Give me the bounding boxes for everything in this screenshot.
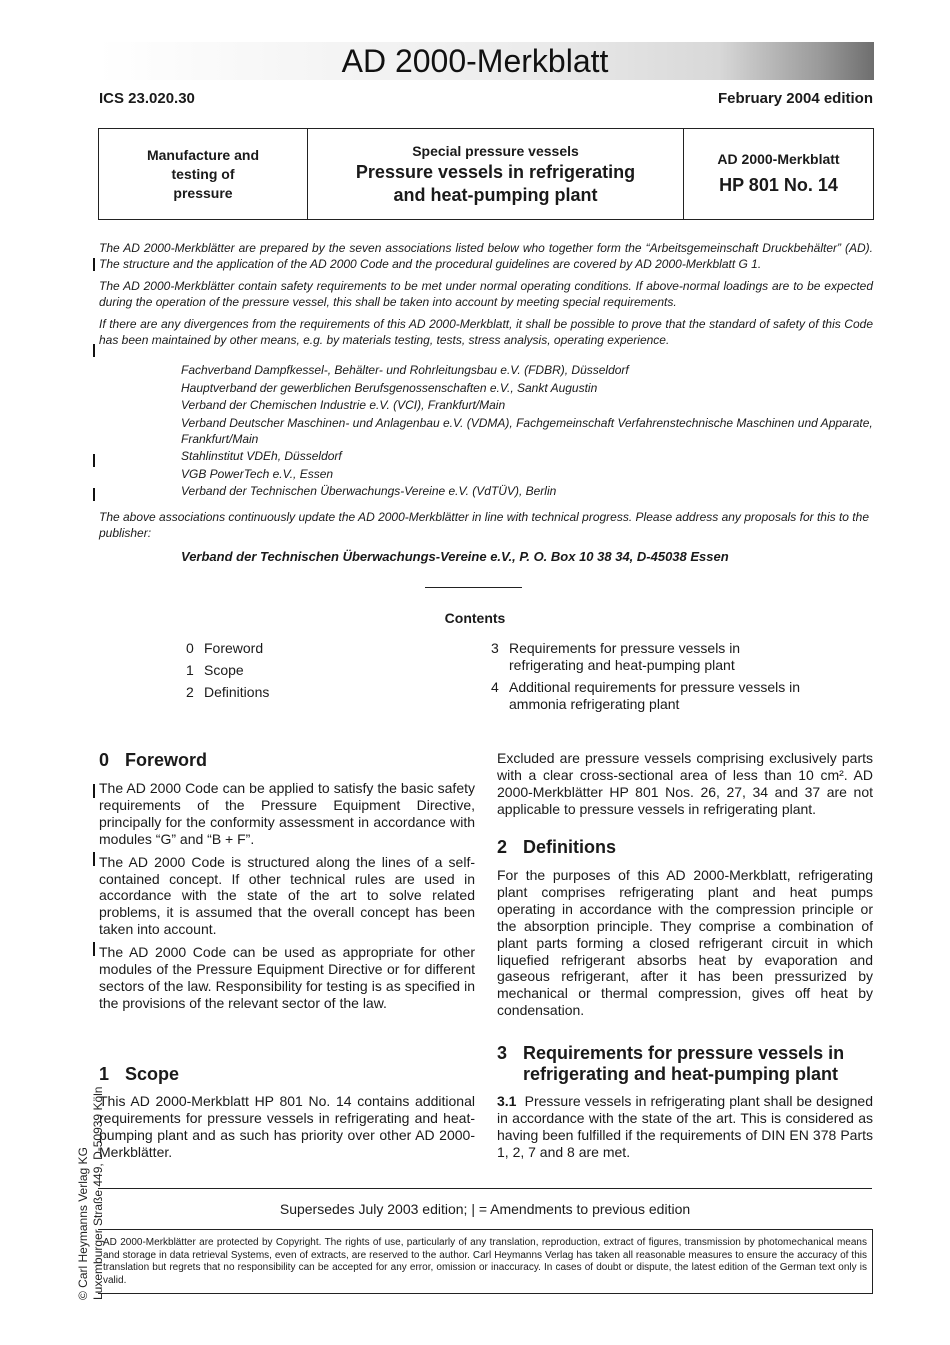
section-number: 1 [99,1064,110,1084]
section-heading [497,837,873,858]
section-heading [99,1064,475,1085]
copyright-notice: AD 2000-Merkblätter are protected by Copyright. The rights of use, particularly of any translation, reproduction, extract of figures, transmission by photomechanical means and storage in data retrieval Systems, even of extracts, are reserved to the author. Carl Heymanns Verlag has taken all reasonable measures to ensure the accuracy of this translation but regrets that no responsibility can be accepted for any error, omission or inaccuracy. In cases of doubt or dispute, the latest edition of the German text only is valid. [98,1229,873,1294]
category-line: pressure [173,184,233,201]
ics-code: ICS 23.020.30 [99,90,195,107]
subject-subtitle: Special pressure vessels [412,143,579,159]
association-item: VGB PowerTech e.V., Essen [181,466,334,481]
scope-continued [497,750,873,824]
body-paragraph: This AD 2000-Merkblatt HP 801 No. 14 contains additional requirements for pressure vessels in refrigerating and heat-pumping plant and as such has priority over other AD 2000-Merkblätter. [99,1093,475,1160]
contents-title: Contents [444,610,506,626]
toc-text: Additional requirements for pressure vessels in ammonia refrigerating plant [509,679,801,712]
amendment-bar [93,784,95,798]
section-number: 2 [497,837,508,857]
section-heading [99,750,475,771]
section-number: 3 [497,1043,508,1063]
section-requirements [497,1043,873,1167]
toc-item [491,640,811,676]
toc-text: Requirements for pressure vessels in refrigerating and heat-pumping plant [509,640,741,673]
edition-date: February 2004 edition [717,90,873,107]
section-title: Scope [125,1064,180,1084]
intro-paragraph: If there are any divergences from the requirements of this AD 2000-Merkblatt, it shall be possible to prove that the standard of safety of this Code has been maintained by other means, e.g. by materials testing, tests, stress analysis, operating experience. [99,317,873,347]
association-item: Hauptverband der gewerblichen Berufsgenossenschaften e.V., Sankt Augustin [181,380,598,395]
intro-paragraph: The AD 2000-Merkblätter are prepared by the seven associations listed below who together form the “Arbeitsgemeinschaft Druckbehälter” (AD). The structure and the application of the AD 2000 Code and the procedural guidelines are covered by AD 2000-Merkblatt G 1. [99,241,873,271]
body-paragraph: The AD 2000 Code is structured along the lines of a self-contained concept. If other technical rules are used in accordance with the state of the art to solve related problems, it is assumed that the overall concept has been taken into account. [99,853,475,938]
title-box [98,128,874,220]
section-heading [497,1043,873,1085]
reference-number: HP 801 No. 14 [719,175,838,195]
subject-title-line: and heat-pumping plant [393,185,598,205]
association-item: Verband Deutscher Maschinen- und Anlagenbau e.V. (VDMA), Fachgemeinschaft Verfahrenstechnische Maschinen und Apparate, Frankfurt/Main [181,415,873,446]
clause-text: Pressure vessels in refrigerating plant shall be designed in accordance with the state of the art. This is considered as having been fulfilled if the requirements of DIN EN 378 Parts 1, 2, 7 and 8 are met. [497,1093,873,1160]
toc-item [491,679,811,715]
amendment-bar [93,942,95,956]
section-title: Foreword [125,750,208,770]
section-number: 0 [99,750,110,770]
toc-number: 3 [491,640,499,656]
toc-number: 2 [186,684,194,700]
publisher-address: Verband der Technischen Überwachungs-Vereine e.V., P. O. Box 10 38 34, D-45038 Essen [181,549,729,564]
body-paragraph: Excluded are pressure vessels comprising exclusively parts with a clear cross-sectional area of less than 10 cm². AD 2000-Merkblätter HP 801 Nos. 26, 27, 34 and 37 are not applicable to pressure vessels in refrigerating plant. [497,750,873,817]
category-line: Manufacture and [146,146,259,163]
toc-text: Foreword [204,640,264,656]
section-title-line: Requirements for pressure vessels in [523,1043,845,1063]
amendment-bar [93,258,95,271]
toc-text: Definitions [204,684,270,700]
sidebar-line: Luxemburger Straße 449, D-50939 Köln [91,1086,105,1300]
body-paragraph: For the purposes of this AD 2000-Merkblatt, refrigerating plant comprises refrigerating plant and heat pumps operating in accordance with the compression principle or the absorption principle. They comprise a combination of plant parts forming a closed refrigerant circuit in which liquefied refrigerant absorbs heat by evaporation and gaseous refrigerant, after it has been pressurized by mechanical or thermal compression, gives off heat by condensation. [497,867,873,1019]
toc-number: 4 [491,679,499,695]
intro-paragraph: The AD 2000-Merkblätter contain safety requirements to be met under normal operating conditions. If above-normal loadings are to be expected during the operation of the pressure vessel, this shall be taken into account by meeting special requirements. [99,279,873,309]
toc-number: 1 [186,662,194,678]
title-box-reference [684,129,873,219]
section-title: Definitions [523,837,616,857]
title-box-category [99,129,308,219]
body-paragraph: The AD 2000 Code can be used as appropriate for other modules of the Pressure Equipment Directive or for different sectors of the law. Responsibility for testing is as specified in the provisions of the relevant sector of the law. [99,944,475,1011]
body-paragraph: The AD 2000 Code can be applied to satisfy the basic safety requirements of the Pressure Equipment Directive, principally for the conformity assessment in accordance with modules “G” and “B + F”. [99,780,475,847]
intro-closing [99,509,873,541]
amendment-bar [93,852,95,866]
reference-series: AD 2000-Merkblatt [717,151,840,167]
amendment-bar [93,454,95,467]
category-line: testing of [171,165,235,182]
supersedes-note: Supersedes July 2003 edition; | = Amendments to previous edition [98,1188,872,1217]
intro-paragraph: The above associations continuously update the AD 2000-Merkblätter in line with technical progress. Please address any proposals for this to the publisher: [99,510,869,540]
toc-text: Scope [204,662,244,678]
body-paragraph [497,1093,873,1161]
association-item: Fachverband Dampfkessel-, Behälter- und Rohrleitungsbau e.V. (FDBR), Düsseldorf [181,363,629,377]
document-title: AD 2000-Merkblatt [341,43,609,79]
toc-number: 0 [186,640,194,656]
association-item: Verband der Chemischen Industrie e.V. (VCI), Frankfurt/Main [181,398,506,412]
intro-block [99,240,873,354]
section-foreword [99,750,475,1018]
section-title-line: refrigerating and heat-pumping plant [523,1064,839,1084]
section-scope [99,1064,475,1167]
association-list [181,362,873,501]
divider-rule [425,587,522,588]
sidebar-line: © Carl Heymanns Verlag KG [76,1147,90,1300]
subject-title-line: Pressure vessels in refrigerating [355,162,636,182]
association-item: Verband der Technischen Überwachungs-Vereine e.V. (VdTÜV), Berlin [181,484,557,498]
section-definitions [497,837,873,1025]
amendment-bar [93,488,95,501]
clause-number: 3.1 [497,1093,517,1109]
title-box-subject [308,129,684,219]
amendment-bar [93,344,95,357]
publisher-sidebar [76,1040,110,1300]
association-item: Stahlinstitut VDEh, Düsseldorf [181,449,342,463]
